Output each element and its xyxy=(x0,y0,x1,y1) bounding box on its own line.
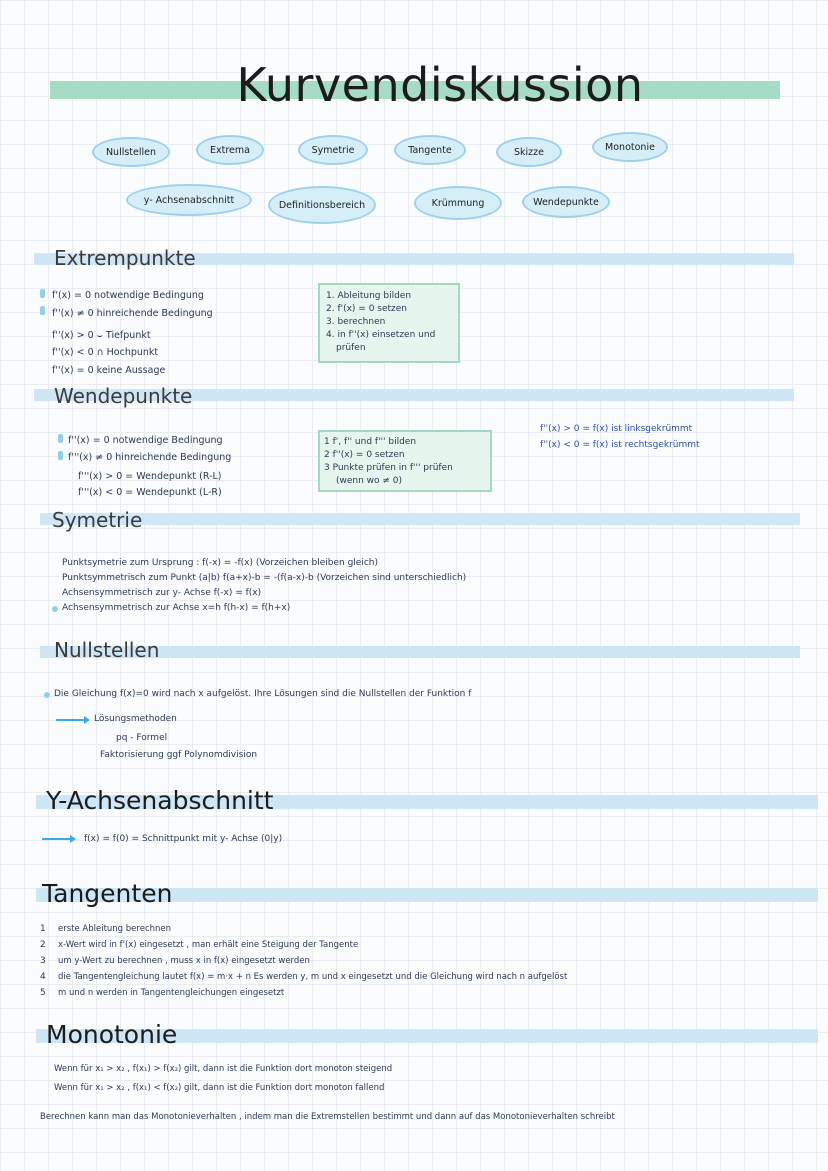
topic-monotonie: Monotonie xyxy=(592,132,668,162)
topic-tangente: Tangente xyxy=(394,135,466,165)
bullet-dot xyxy=(52,606,58,612)
tangenten-number: 3 xyxy=(40,956,46,966)
wendepunkte-step: (wenn wo ≠ 0) xyxy=(336,476,403,486)
tangenten-line: m und n werden in Tangentengleichungen eingesetzt xyxy=(58,988,285,998)
monotonie-footer: Berechnen kann man das Monotonieverhalten , indem man die Extremstellen bestimmt und dann auf das Monotonieverhalten schreibt xyxy=(40,1112,615,1122)
extrempunkte-line: f''(x) = 0 keine Aussage xyxy=(52,365,166,376)
topic-extrema: Extrema xyxy=(196,135,264,165)
wendepunkte-step: 2 f''(x) = 0 setzen xyxy=(324,450,405,460)
wendepunkte-line: f''(x) = 0 notwendige Bedingung xyxy=(68,435,223,446)
marker-1 xyxy=(40,289,45,298)
symetrie-line: Achsensymmetrisch zur Achse x=h f(h-x) = f(h+x) xyxy=(62,603,291,613)
marker-1 xyxy=(58,434,63,443)
kruemmung-note: f''(x) > 0 = f(x) ist linksgekrümmt xyxy=(540,424,693,434)
tangenten-number: 2 xyxy=(40,940,46,950)
topic-kruemmung: Krümmung xyxy=(414,186,502,220)
y-achse-line: f(x) = f(0) = Schnittpunkt mit y- Achse (0|y) xyxy=(84,834,283,844)
tangenten-number: 4 xyxy=(40,972,46,982)
wendepunkte-step: 1 f', f'' und f''' bilden xyxy=(324,437,417,447)
extrempunkte-step: 4. in f''(x) einsetzen und xyxy=(326,330,436,340)
bullet-dot xyxy=(44,692,50,698)
topic-nullstellen: Nullstellen xyxy=(92,137,170,167)
topic-skizze: Skizze xyxy=(496,137,562,167)
topic-symetrie: Symetrie xyxy=(298,135,368,165)
extrempunkte-step: 3. berechnen xyxy=(326,317,386,327)
extrempunkte-heading: Extrempunkte xyxy=(54,246,196,270)
nullstellen-heading: Nullstellen xyxy=(54,638,160,662)
wendepunkte-heading: Wendepunkte xyxy=(54,384,193,408)
extrempunkte-line: f''(x) ≠ 0 hinreichende Bedingung xyxy=(52,308,213,319)
symetrie-line: Punktsymmetrisch zum Punkt (a|b) f(a+x)-b = -(f(a-x)-b (Vorzeichen sind unterschiedlich) xyxy=(62,573,467,583)
extrempunkte-step: prüfen xyxy=(336,343,366,353)
tangenten-line: x-Wert wird in f'(x) eingesetzt , man erhält eine Steigung der Tangente xyxy=(58,940,359,950)
wendepunkte-line: f'''(x) < 0 = Wendepunkt (L-R) xyxy=(78,487,222,498)
kruemmung-note: f''(x) < 0 = f(x) ist rechtsgekrümmt xyxy=(540,440,700,450)
wendepunkte-line: f'''(x) ≠ 0 hinreichende Bedingung xyxy=(68,452,232,463)
tangenten-number: 5 xyxy=(40,988,46,998)
monotonie-heading: Monotonie xyxy=(46,1020,178,1049)
monotonie-line: Wenn für x₁ > x₂ , f(x₁) < f(x₂) gilt, dann ist die Funktion dort monoton fallend xyxy=(54,1083,385,1093)
symetrie-line: Achsensymmetrisch zur y- Achse f(-x) = f(x) xyxy=(62,588,262,598)
symetrie-line: Punktsymetrie zum Ursprung : f(-x) = -f(x) (Vorzeichen bleiben gleich) xyxy=(62,558,379,568)
monotonie-line: Wenn für x₁ > x₂ , f(x₁) > f(x₂) gilt, dann ist die Funktion dort monoton steigend xyxy=(54,1064,393,1074)
tangenten-line: erste Ableitung berechnen xyxy=(58,924,172,934)
marker-2 xyxy=(58,451,63,460)
nullstellen-methods-label: Lösungsmethoden xyxy=(94,714,177,724)
extrempunkte-step: 1. Ableitung bilden xyxy=(326,291,412,301)
tangenten-number: 1 xyxy=(40,924,46,934)
wendepunkte-line: f'''(x) > 0 = Wendepunkt (R-L) xyxy=(78,471,222,482)
y-achse-heading: Y-Achsenabschnitt xyxy=(46,786,274,815)
tangenten-heading: Tangenten xyxy=(42,879,173,908)
marker-2 xyxy=(40,306,45,315)
nullstellen-line: Die Gleichung f(x)=0 wird nach x aufgelöst. Ihre Lösungen sind die Nullstellen der Funktion f xyxy=(54,689,472,699)
nullstellen-method: pq - Formel xyxy=(116,733,168,743)
nullstellen-method: Faktorisierung ggf Polynomdivision xyxy=(100,750,258,760)
symetrie-heading: Symetrie xyxy=(52,508,143,532)
topic-definitionsbereich: Definitionsbereich xyxy=(268,186,376,224)
extrempunkte-step: 2. f'(x) = 0 setzen xyxy=(326,304,408,314)
symetrie-heading-bar xyxy=(40,513,800,525)
page-title: Kurvendiskussion xyxy=(236,58,644,112)
wendepunkte-step: 3 Punkte prüfen in f''' prüfen xyxy=(324,463,453,473)
topic-wendepunkte: Wendepunkte xyxy=(522,186,610,218)
tangenten-line: die Tangentengleichung lautet f(x) = m·x + n Es werden y, m und x eingesetzt und die Gleichung wird nach n aufgelöst xyxy=(58,972,568,982)
extrempunkte-line: f''(x) > 0 ⌣ Tiefpunkt xyxy=(52,330,151,341)
tangenten-line: um y-Wert zu berechnen , muss x in f(x) eingesetzt werden xyxy=(58,956,310,966)
topic-y-achsenabschnitt: y- Achsenabschnitt xyxy=(126,184,252,216)
extrempunkte-line: f''(x) < 0 ∩ Hochpunkt xyxy=(52,347,159,358)
arrow-icon xyxy=(56,719,86,721)
arrow-icon xyxy=(42,838,72,840)
extrempunkte-line: f'(x) = 0 notwendige Bedingung xyxy=(52,290,204,301)
